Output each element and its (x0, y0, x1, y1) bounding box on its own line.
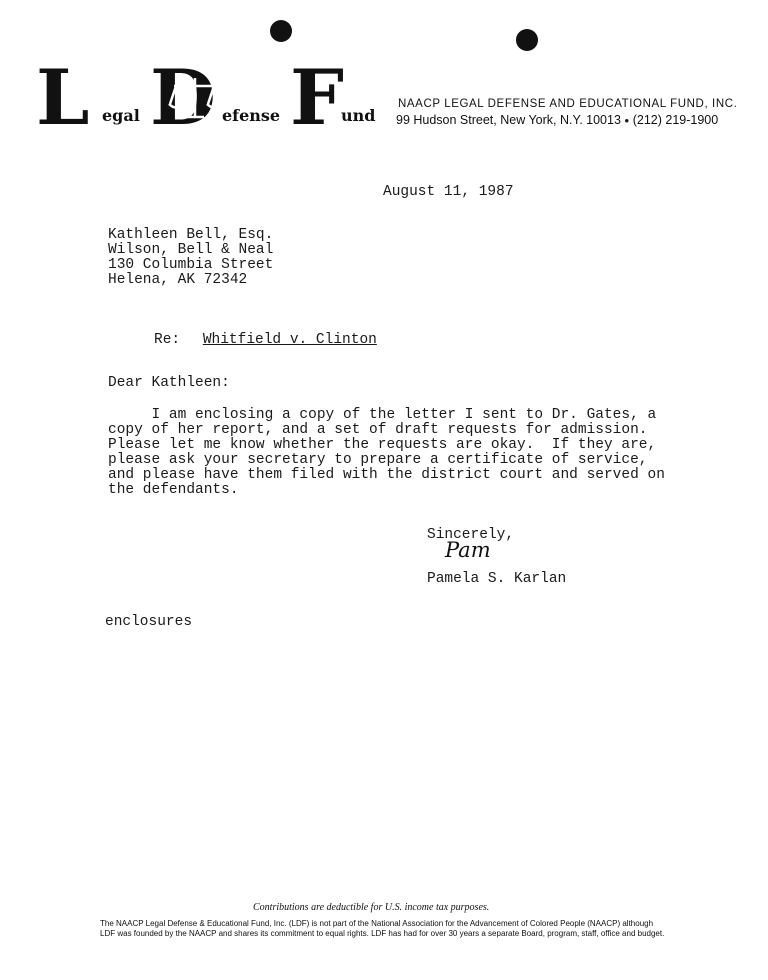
enclosures-note: enclosures (105, 614, 193, 630)
body-line: copy of her report, and a set of draft requests for admission. (108, 422, 648, 438)
org-address-line (396, 113, 718, 127)
logo-letter-f: F (290, 53, 342, 142)
org-phone: (212) 219-1900 (632, 113, 719, 127)
letter-body (108, 408, 665, 498)
footer-tax-note: Contributions are deductible for U.S. income tax purposes. (253, 902, 490, 913)
logo-word-legal: egal (102, 106, 140, 125)
re-label: Re: (154, 332, 181, 348)
recipient-line: Kathleen Bell, Esq. (108, 227, 274, 243)
signature: Pam (445, 538, 491, 562)
logo-word-defense: efense (222, 106, 281, 125)
body-line: Please let me know whether the requests are okay. If they are, (108, 437, 657, 453)
org-name: NAACP LEGAL DEFENSE AND EDUCATIONAL FUND, INC. (398, 98, 738, 110)
footer-disclaimer-1: The NAACP Legal Defense & Educational Fund, Inc. (LDF) is not part of the National Association for the Advancement of Colored People (NAACP) although (100, 919, 654, 928)
re-subject: Whitfield v. Clinton (202, 332, 377, 348)
logo-letter-l: L (36, 53, 88, 142)
body-line: and please have them filed with the district court and served on (108, 467, 665, 483)
recipient-block (108, 228, 273, 288)
closing: Sincerely, (427, 527, 515, 543)
body-line: please ask your secretary to prepare a certificate of service, (108, 452, 648, 468)
body-line: I am enclosing a copy of the letter I sent to Dr. Gates, a (108, 407, 657, 423)
punch-hole-right (516, 29, 538, 51)
salutation: Dear Kathleen: (108, 375, 230, 391)
recipient-line: 130 Columbia Street (108, 257, 274, 273)
org-address: 99 Hudson Street, New York, N.Y. 10013 (396, 113, 621, 127)
separator-dot-icon: ● (624, 116, 630, 126)
re-line (154, 333, 377, 348)
letter-date: August 11, 1987 (383, 184, 514, 200)
logo-word-fund: und (341, 106, 376, 125)
scales-of-justice-icon (166, 74, 224, 124)
footer-disclaimer-2: LDF was founded by the NAACP and shares its commitment to equal rights. LDF has had for over 30 years a separate Board, program, staff, office and budget. (100, 929, 665, 938)
signer-name: Pamela S. Karlan (427, 571, 567, 587)
body-line: the defendants. (108, 482, 239, 498)
ldf-logo (36, 53, 376, 142)
recipient-line: Helena, AK 72342 (108, 272, 248, 288)
logo-letter-d: D (150, 53, 214, 142)
punch-hole-left (270, 20, 292, 42)
recipient-line: Wilson, Bell & Neal (108, 242, 274, 258)
